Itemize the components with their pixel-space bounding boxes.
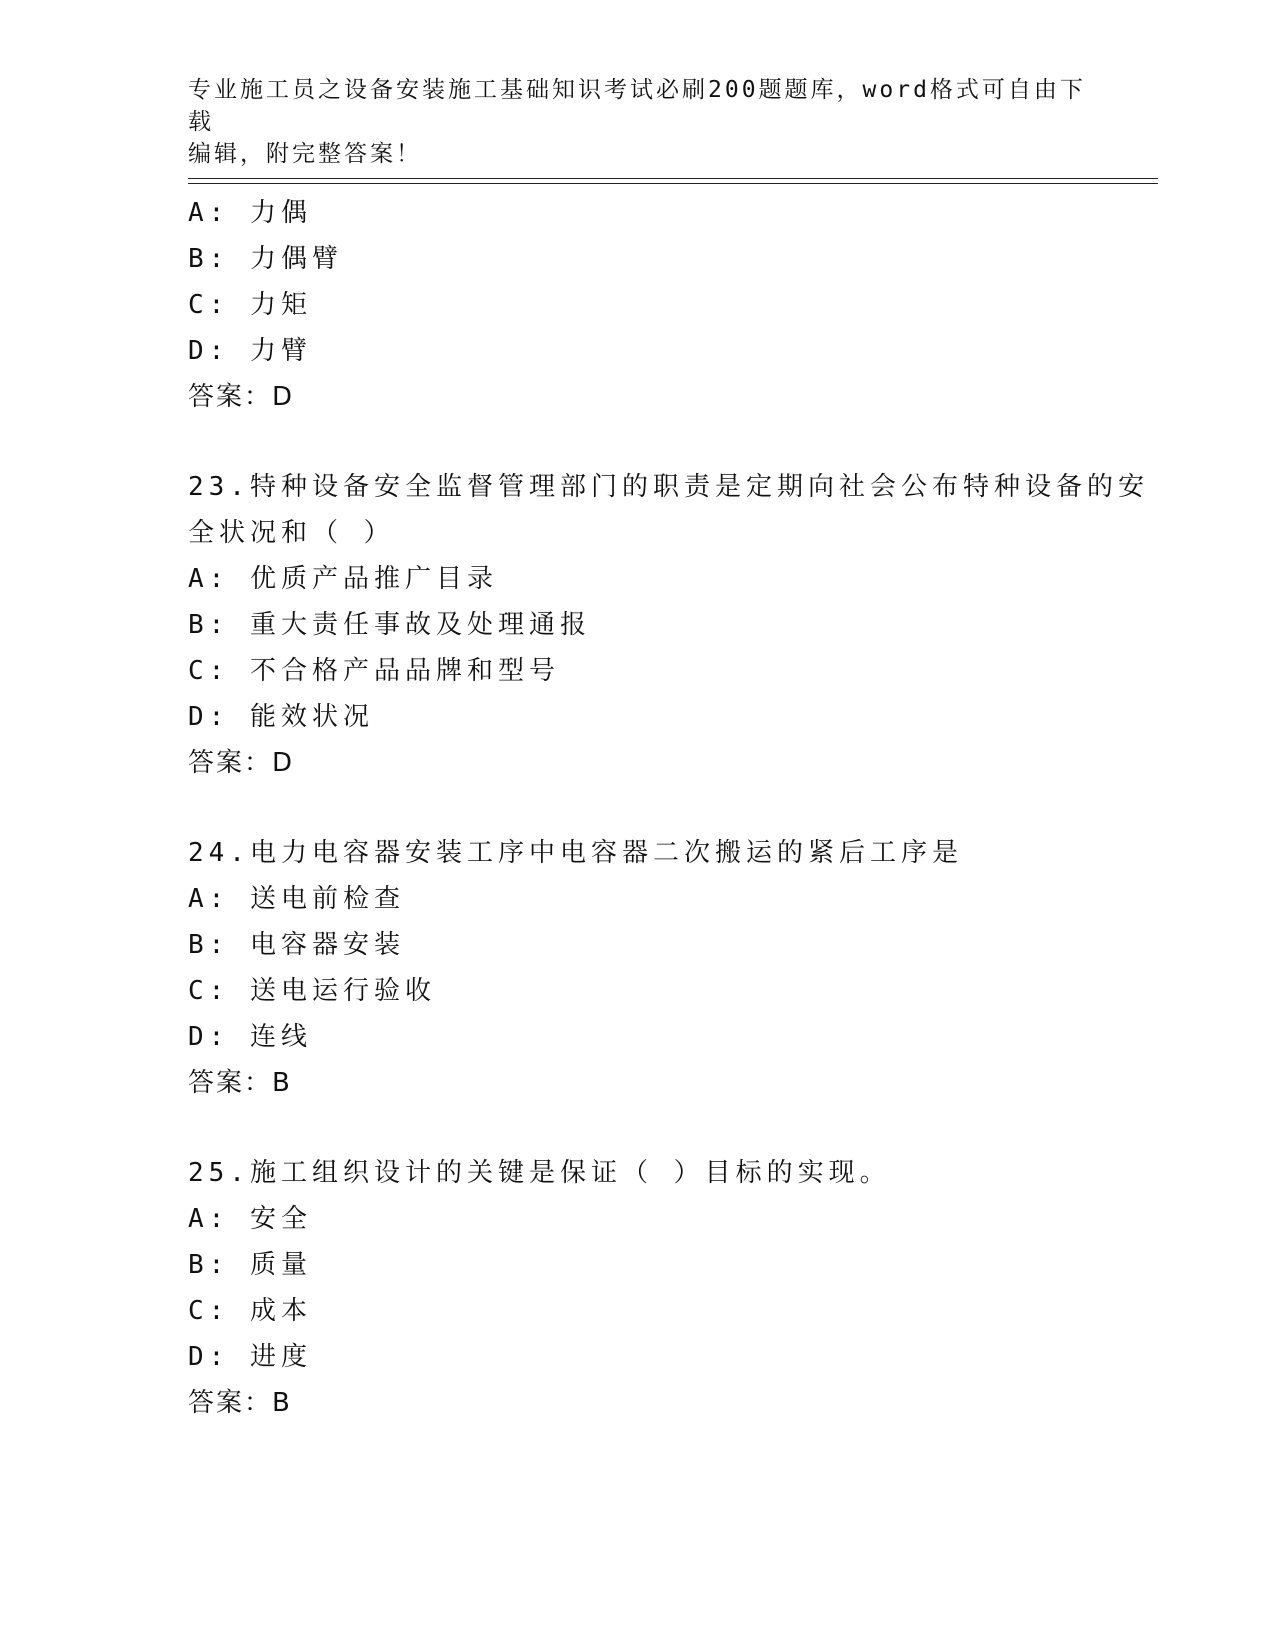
question-text: 25.施工组织设计的关键是保证（ ）目标的实现。 <box>188 1158 891 1188</box>
header-divider-bottom <box>188 183 1158 184</box>
spacer <box>188 786 1088 830</box>
question-block-22 <box>188 190 1088 420</box>
option-a: A: 优质产品推广目录 <box>188 564 498 594</box>
document-header <box>188 74 1088 170</box>
option-b: B: 电容器安装 <box>188 930 405 960</box>
answer-line: 答案：B <box>188 1068 292 1098</box>
option-d: D: 力臂 <box>188 336 312 366</box>
option-a: A: 送电前检查 <box>188 884 405 914</box>
option-a: A: 力偶 <box>188 198 312 228</box>
option-c: C: 不合格产品品牌和型号 <box>188 656 560 686</box>
spacer <box>188 420 1088 464</box>
option-b: B: 质量 <box>188 1250 312 1280</box>
option-a: A: 安全 <box>188 1204 312 1234</box>
question-text-line-1: 23.特种设备安全监督管理部门的职责是定期向社会公布特种设备的安 <box>188 472 1149 502</box>
header-line-1: 专业施工员之设备安装施工基础知识考试必刷200题题库，word格式可自由下载 <box>188 77 1086 135</box>
answer-line: 答案：D <box>188 748 295 778</box>
header-line-2: 编辑，附完整答案！ <box>188 141 422 167</box>
option-d: D: 进度 <box>188 1342 312 1372</box>
option-d: D: 连线 <box>188 1022 312 1052</box>
spacer <box>188 1106 1088 1150</box>
header-divider-top <box>188 178 1158 179</box>
answer-line: 答案：D <box>188 382 295 412</box>
question-block-24 <box>188 830 1088 1106</box>
question-text-line-2: 全状况和（ ） <box>188 518 395 548</box>
answer-line: 答案：B <box>188 1388 292 1418</box>
option-c: C: 力矩 <box>188 290 312 320</box>
option-c: C: 送电运行验收 <box>188 976 436 1006</box>
option-b: B: 重大责任事故及处理通报 <box>188 610 591 640</box>
question-text: 24.电力电容器安装工序中电容器二次搬运的紧后工序是 <box>188 838 963 868</box>
option-c: C: 成本 <box>188 1296 312 1326</box>
option-b: B: 力偶臂 <box>188 244 343 274</box>
question-block-25 <box>188 1150 1088 1426</box>
question-block-23 <box>188 464 1149 786</box>
option-d: D: 能效状况 <box>188 702 374 732</box>
question-list <box>188 190 1149 1426</box>
